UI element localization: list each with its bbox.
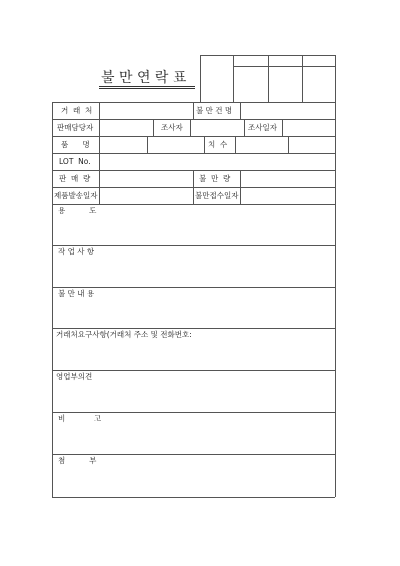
work-items-label: 작 업 사 항: [58, 247, 95, 256]
complaint-volume-label: 불 만 량: [199, 174, 231, 183]
investigation-date-label: 조사일자: [248, 123, 277, 132]
client-request-label: 거래처요구사항(거래처 주소 및 전화번호:: [56, 330, 192, 339]
client-label: 거 래 처: [61, 106, 93, 115]
complaint-details-label: 불 만 내 용: [58, 289, 95, 298]
dimensions-label: 치 수: [208, 140, 228, 149]
title-underline-2: [99, 88, 195, 89]
shipment-date-label: 제품발송일자: [54, 191, 98, 200]
investigator-label: 조사자: [161, 123, 183, 132]
title-underline: [99, 86, 195, 87]
usage-label: 용 도: [58, 206, 97, 215]
lot-no-label: LOT No.: [59, 157, 91, 166]
remarks-label: 비 고: [58, 414, 102, 423]
complaint-receipt-date-label: 불만접수일자: [195, 191, 239, 200]
complaint-no-label: 불 만 건 명: [196, 106, 233, 115]
sales-manager-label: 판매담당자: [57, 123, 94, 132]
sales-volume-label: 판 매 량: [59, 174, 91, 183]
sales-opinion-label: 영업부의견: [56, 372, 93, 381]
page-title: 불 만 연 락 표: [101, 70, 187, 86]
attachment-label: 첨 부: [58, 456, 97, 465]
product-name-label: 품 명: [61, 140, 90, 149]
